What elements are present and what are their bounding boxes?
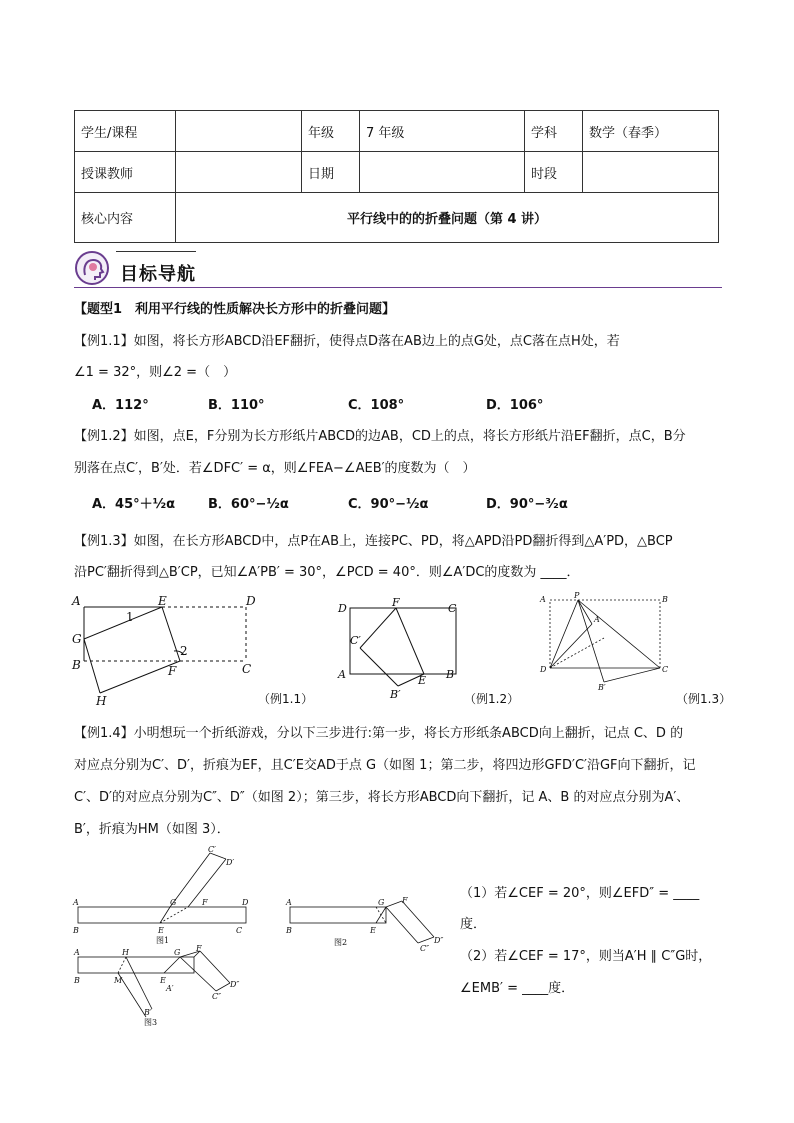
fig1-label-a: A xyxy=(73,898,79,907)
thinking-head-icon xyxy=(74,250,110,286)
ex14-line4: B′，折痕为HM（如图 3）． xyxy=(74,822,230,837)
fig11-angle-1: 1 xyxy=(126,610,134,624)
fig13-label-p: P xyxy=(574,592,580,600)
figure-step3 xyxy=(70,943,255,1028)
ex11-line2: ∠1 = 32°，则∠2 =（ ） xyxy=(74,365,237,380)
fig2-label-cdprime: C″ xyxy=(420,944,430,953)
fig1-label-cprime: C′ xyxy=(208,845,216,854)
header-top-rule xyxy=(116,251,196,252)
fig13-label-d: D xyxy=(540,665,547,674)
ex12-option-b: B．60°−½α xyxy=(208,497,289,512)
ex11-option-c: C．108° xyxy=(348,398,405,413)
grade-label: 年级 xyxy=(302,111,360,152)
fig2-label-b: B xyxy=(286,926,292,935)
ex14-q1-line1: （1）若∠CEF = 20°，则∠EFD″ = ____ xyxy=(460,886,700,901)
fig11-label-a: A xyxy=(72,594,81,608)
fig2-label-a: A xyxy=(286,898,292,907)
fig3-label-a: A xyxy=(74,948,80,957)
subject-label: 学科 xyxy=(525,111,583,152)
fig11-label-f: F xyxy=(168,664,177,678)
figure-step1 xyxy=(70,845,255,945)
ex11-option-d: D．106° xyxy=(486,398,544,413)
ex12-option-a: A．45°＋½α xyxy=(92,497,176,512)
fig11-label-c: C xyxy=(242,662,252,676)
ex13-line1: 【例1.3】如图，在长方形ABCD中，点P在AB上，连接PC、PD，将△APD沿PD翻折得到△A′PD，△BCP xyxy=(74,534,673,549)
fig11-label-e: E xyxy=(158,594,167,608)
caption-ex11: （例1.1） xyxy=(258,692,314,706)
period-label: 时段 xyxy=(525,152,583,193)
fig3-label-bprime: B′ xyxy=(144,1008,152,1017)
fig2-label-g: G xyxy=(378,898,385,907)
figure-ex13 xyxy=(536,592,676,692)
figure-ex12 xyxy=(336,598,466,703)
fig3-label-cdprime: C″ xyxy=(212,992,222,1001)
ex14-line3: C′、D′的对应点分别为C″、D″（如图 2）；第三步，将长方形ABCD向下翻折，记 A、B 的对应点分别为A′、 xyxy=(74,790,690,805)
teacher-label: 授课教师 xyxy=(75,152,176,193)
ex14-q2-line1: （2）若∠CEF = 17°，则当A′H ∥ C″G时， xyxy=(460,949,712,964)
fig3-label-h: H xyxy=(122,948,129,957)
fig3-label-m: M xyxy=(114,976,123,985)
fig1-label-d: D xyxy=(242,898,249,907)
grade-value: 7 年级 xyxy=(360,111,525,152)
student-course-value xyxy=(176,111,302,152)
fig1-label-c: C xyxy=(236,926,243,935)
fig1-label-dprime: D′ xyxy=(226,858,235,867)
fig1-label-f: F xyxy=(202,898,208,907)
fig3-label-f: F xyxy=(196,944,202,953)
fig1-label-b: B xyxy=(73,926,79,935)
fig3-label-aprime: A′ xyxy=(166,984,174,993)
figure-step2 xyxy=(282,893,447,953)
fig3-caption: 图3 xyxy=(144,1018,158,1027)
ex14-q1-line2: 度． xyxy=(460,917,487,932)
ex11-line1: 【例1.1】如图，将长方形ABCD沿EF翻折，使得点D落在AB边上的点G处，点C落在点H处，若 xyxy=(74,334,620,349)
fig11-angle-2: 2 xyxy=(180,644,188,658)
period-value xyxy=(583,152,719,193)
subject-value: 数学（春季） xyxy=(583,111,719,152)
caption-ex13: （例1.3） xyxy=(676,692,732,706)
lesson-info-table xyxy=(74,110,719,243)
ex12-line1: 【例1.2】如图，点E，F分别为长方形纸片ABCD的边AB，CD上的点，将长方形纸片沿EF翻折，点C，B分 xyxy=(74,429,686,444)
fig12-label-b: B xyxy=(446,668,455,681)
fig2-label-e: E xyxy=(370,926,376,935)
fig13-label-a: A xyxy=(540,595,546,604)
caption-ex12: （例1.2） xyxy=(464,692,520,706)
fig12-label-c: C xyxy=(448,602,457,615)
fig2-label-f: F xyxy=(402,896,408,905)
fig2-caption: 图2 xyxy=(334,938,348,947)
date-label: 日期 xyxy=(302,152,360,193)
fig13-label-bprime: B′ xyxy=(598,683,606,692)
fig11-label-h: H xyxy=(96,694,107,708)
fig13-label-c: C xyxy=(662,665,669,674)
fig13-label-aprime: A xyxy=(594,615,600,624)
header-underline xyxy=(74,287,722,288)
fig1-label-e: E xyxy=(158,926,164,935)
fig12-label-e: E xyxy=(418,674,427,687)
core-content-value: 平行线中的的折叠问题（第 4 讲） xyxy=(176,193,719,243)
topic-heading: 【题型1 利用平行线的性质解决长方形中的折叠问题】 xyxy=(74,302,396,317)
student-course-label: 学生/课程 xyxy=(75,111,176,152)
ex11-option-b: B．110° xyxy=(208,398,265,413)
teacher-value xyxy=(176,152,302,193)
fig1-label-g: G xyxy=(170,898,177,907)
fig12-label-bprime: B′ xyxy=(390,688,401,701)
section-title: 目标导航 xyxy=(120,264,196,285)
fig11-label-d: D xyxy=(246,594,256,608)
ex14-q2-line2: ∠EMB′ = ____度． xyxy=(460,981,575,996)
ex14-line1: 【例1.4】小明想玩一个折纸游戏，分以下三步进行:第一步，将长方形纸条ABCD向上翻折，记点 C、D 的 xyxy=(74,726,684,741)
core-content-label: 核心内容 xyxy=(75,193,176,243)
ex12-option-d: D．90°−³⁄₂α xyxy=(486,497,568,512)
fig13-label-b: B xyxy=(662,595,668,604)
fig11-label-b: B xyxy=(72,658,81,672)
fig11-label-g: G xyxy=(72,632,82,646)
section-header xyxy=(74,250,722,290)
fig3-label-g: G xyxy=(174,948,181,957)
ex14-line2: 对应点分别为C′、D′，折痕为EF，且C′E交AD于点 G（如图 1；第二步，将四边形GFD′C′沿GF向下翻折，记 xyxy=(74,758,696,773)
fig3-label-ddprime: D″ xyxy=(230,980,240,989)
fig2-label-ddprime: D″ xyxy=(434,936,444,945)
date-value xyxy=(360,152,525,193)
fig1-caption: 图1 xyxy=(156,936,170,945)
fig12-label-cprime: C′ xyxy=(350,634,361,647)
fig3-label-e: E xyxy=(160,976,166,985)
fig12-label-a: A xyxy=(338,668,346,681)
fig12-label-f: F xyxy=(392,598,400,609)
ex13-line2: 沿PC′翻折得到△B′CP，已知∠A′PB′ = 30°，∠PCD = 40°．则∠A′DC的度数为 ____． xyxy=(74,565,580,580)
ex12-line2: 别落在点C′，B′处．若∠DFC′ = α，则∠FEA−∠AEB′的度数为（ ） xyxy=(74,461,476,476)
fig12-label-d: D xyxy=(338,602,347,615)
fig3-label-b: B xyxy=(74,976,80,985)
ex11-option-a: A．112° xyxy=(92,398,149,413)
figure-ex11 xyxy=(70,593,260,708)
ex12-option-c: C．90°−½α xyxy=(348,497,429,512)
